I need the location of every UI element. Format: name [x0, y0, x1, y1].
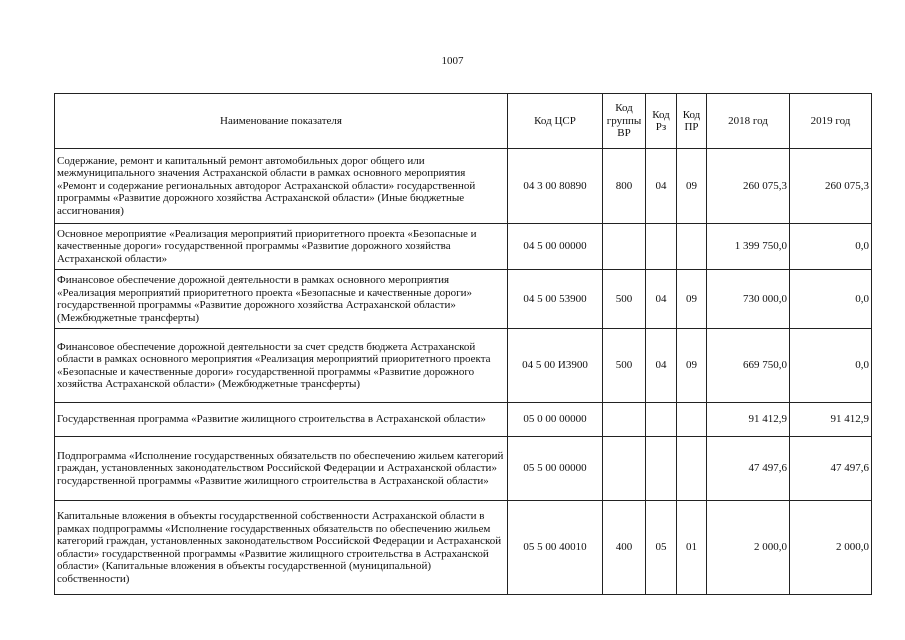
row-pr — [677, 224, 707, 270]
row-csr: 04 5 00 53900 — [508, 270, 603, 329]
row-2019: 0,0 — [790, 224, 872, 270]
row-2018: 669 750,0 — [707, 329, 790, 403]
header-rz: Код Рз — [646, 94, 677, 149]
row-vr — [603, 224, 646, 270]
row-name: Капитальные вложения в объекты государственной собственности Астраханской области в рамках подпрограммы «Исполнение государственных обязательств по обеспечению жильем категорий граждан, установленных законодательством Российской Федерации и Астраханской области» государственной программы «Развитие жилищного строительства в Астраханской области» (Капитальные вложения в объекты государственной (муниципальной) собственности) — [55, 501, 508, 595]
row-2019: 260 075,3 — [790, 149, 872, 224]
header-2019: 2019 год — [790, 94, 872, 149]
row-name: Содержание, ремонт и капитальный ремонт автомобильных дорог общего или межмуниципального значения Астраханской области в рамках основного мероприятия «Ремонт и содержание региональных автодорог Астраханской области» государственной программы «Развитие дорожного хозяйства Астраханской области» (Иные бюджетные ассигнования) — [55, 149, 508, 224]
row-csr: 05 5 00 40010 — [508, 501, 603, 595]
row-pr — [677, 403, 707, 437]
row-vr — [603, 403, 646, 437]
row-2018: 260 075,3 — [707, 149, 790, 224]
row-rz — [646, 403, 677, 437]
row-rz — [646, 224, 677, 270]
row-pr: 09 — [677, 149, 707, 224]
header-csr: Код ЦСР — [508, 94, 603, 149]
row-2019: 0,0 — [790, 329, 872, 403]
row-name: Финансовое обеспечение дорожной деятельности в рамках основного мероприятия «Реализация мероприятий приоритетного проекта «Безопасные и качественные дороги» государственной программы «Развитие дорожного хозяйства Астраханской области» (Межбюджетные трансферты) — [55, 270, 508, 329]
row-2019: 0,0 — [790, 270, 872, 329]
row-csr: 04 5 00 00000 — [508, 224, 603, 270]
page-number: 1007 — [441, 55, 464, 67]
row-2018: 1 399 750,0 — [707, 224, 790, 270]
row-2018: 2 000,0 — [707, 501, 790, 595]
row-name: Основное мероприятие «Реализация мероприятий приоритетного проекта «Безопасные и качественные дороги» государственной программы «Развитие дорожного хозяйства Астраханской области» — [55, 224, 508, 270]
row-2019: 2 000,0 — [790, 501, 872, 595]
row-csr: 05 5 00 00000 — [508, 437, 603, 501]
table-row — [55, 501, 872, 595]
row-2019: 47 497,6 — [790, 437, 872, 501]
row-pr: 01 — [677, 501, 707, 595]
table-row — [55, 437, 872, 501]
row-rz: 04 — [646, 270, 677, 329]
row-rz — [646, 437, 677, 501]
row-pr: 09 — [677, 329, 707, 403]
row-csr: 04 3 00 80890 — [508, 149, 603, 224]
row-2018: 47 497,6 — [707, 437, 790, 501]
table-row — [55, 149, 872, 224]
row-pr: 09 — [677, 270, 707, 329]
table-row — [55, 403, 872, 437]
header-vr: Код группы ВР — [603, 94, 646, 149]
row-csr: 04 5 00 И3900 — [508, 329, 603, 403]
row-vr — [603, 437, 646, 501]
header-pr: Код ПР — [677, 94, 707, 149]
row-vr: 800 — [603, 149, 646, 224]
row-rz: 04 — [646, 329, 677, 403]
row-rz: 04 — [646, 149, 677, 224]
header-row — [55, 94, 872, 149]
header-2018: 2018 год — [707, 94, 790, 149]
row-2018: 730 000,0 — [707, 270, 790, 329]
row-2019: 91 412,9 — [790, 403, 872, 437]
row-name: Подпрограмма «Исполнение государственных обязательств по обеспечению жильем категорий граждан, установленных законодательством Российской Федерации и Астраханской области» государственной программы «Развитие жилищного строительства в Астраханской области» — [55, 437, 508, 501]
table-row — [55, 329, 872, 403]
row-rz: 05 — [646, 501, 677, 595]
header-name: Наименование показателя — [55, 94, 508, 149]
table-row — [55, 224, 872, 270]
row-name: Государственная программа «Развитие жилищного строительства в Астраханской области» — [55, 403, 508, 437]
budget-table — [54, 93, 872, 595]
row-vr: 500 — [603, 270, 646, 329]
table-row — [55, 270, 872, 329]
row-vr: 500 — [603, 329, 646, 403]
row-pr — [677, 437, 707, 501]
row-2018: 91 412,9 — [707, 403, 790, 437]
row-name: Финансовое обеспечение дорожной деятельности за счет средств бюджета Астраханской области в рамках основного мероприятия «Реализация мероприятий приоритетного проекта «Безопасные и качественные дороги» государственной программы «Развитие дорожного хозяйства Астраханской области» (Межбюджетные трансферты) — [55, 329, 508, 403]
row-csr: 05 0 00 00000 — [508, 403, 603, 437]
row-vr: 400 — [603, 501, 646, 595]
